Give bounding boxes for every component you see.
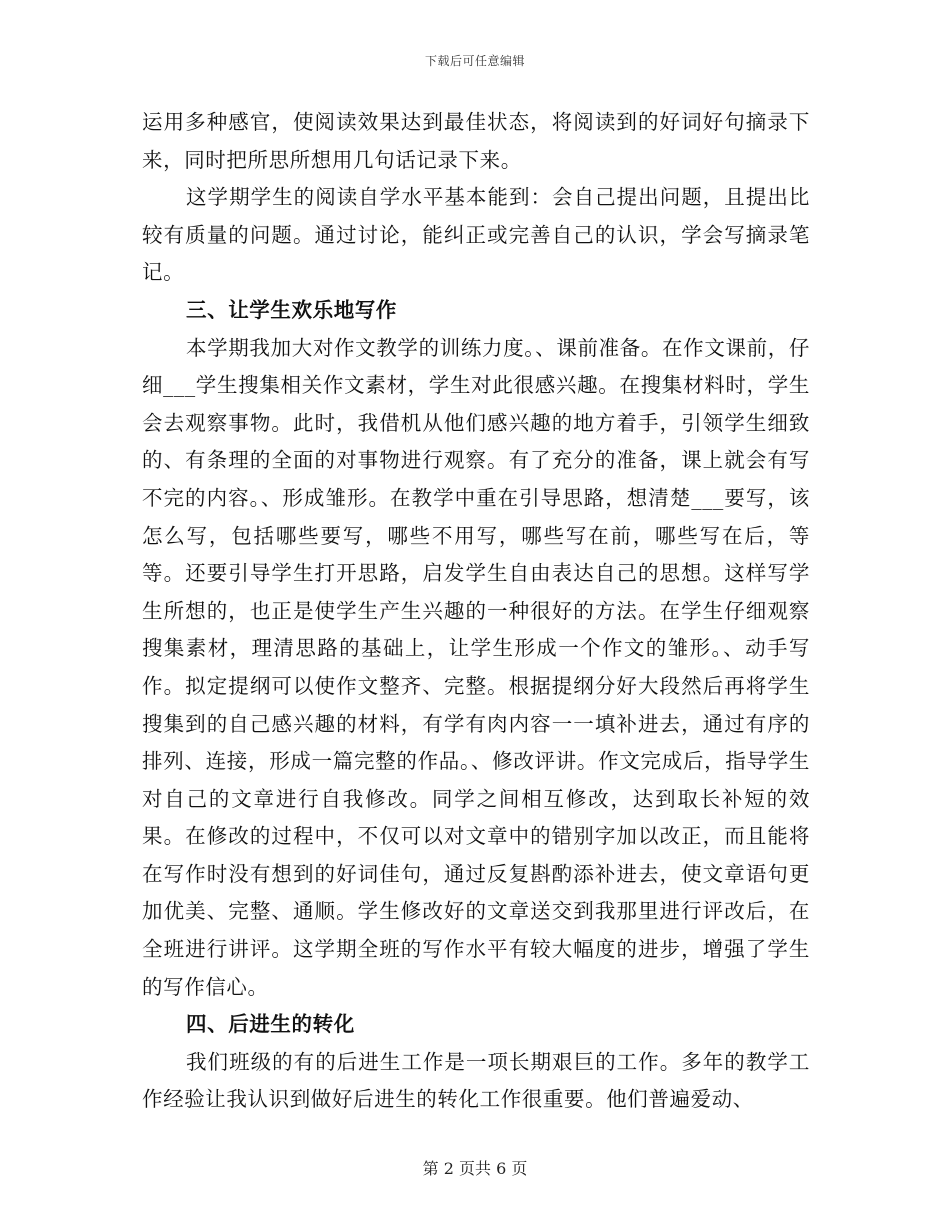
- page-footer: 第 2 页共 6 页: [422, 1159, 528, 1178]
- paragraph-writing-teaching: 本学期我加大对作文教学的训练力度。、课前准备。在作文课前，仔细___学生搜集相关作文素材，学生对此很感兴趣。在搜集材料时，学生会去观察事物。此时，我借机从他们感兴趣的地方着手，引领学生细致的、有条理的全面的对事物进行观察。有了充分的准备，课上就会有写不完的内容。、形成雏形。在教学中重在引导思路，想清楚___要写，该怎么写，包括哪些要写，哪些不用写，哪些写在前，哪些写在后，等等。还要引导学生打开思路，启发学生自由表达自己的思想。这样写学生所想的，也正是使学生产生兴趣的一种很好的方法。在学生仔细观察搜集素材，理清思路的基础上，让学生形成一个作文的雏形。、动手写作。拟定提纲可以使作文整齐、完整。根据提纲分好大段然后再将学生搜集到的自己感兴趣的材料，有学有肉内容一一填补进去，通过有序的排列、连接，形成一篇完整的作品。、修改评讲。作文完成后，指导学生对自己的文章进行自我修改。同学之间相互修改，达到取长补短的效果。在修改的过程中，不仅可以对文章中的错别字加以改正，而且能将在写作时没有想到的好词佳句，通过反复斟酌添补进去，使文章语句更加优美、完整、通顺。学生修改好的文章送交到我那里进行评改后，在全班进行讲评。这学期全班的写作水平有较大幅度的进步，增强了学生的写作信心。: [142, 335, 810, 999]
- section-heading-underachievers: 四、后进生的转化: [186, 1012, 355, 1037]
- paragraph-reading-level: 这学期学生的阅读自学水平基本能到：会自己提出问题，且提出比较有质量的问题。通过讨论，能纠正或完善自己的认识，学会写摘录笔记。: [142, 185, 810, 285]
- paragraph-continued: 运用多种感官，使阅读效果达到最佳状态，将阅读到的好词好句摘录下来，同时把所思所想用几句话记录下来。: [142, 110, 810, 172]
- document-body: [142, 104, 810, 1119]
- page-header: 下载后可任意编辑: [424, 54, 525, 68]
- paragraph-underachievers: 我们班级的有的后进生工作是一项长期艰巨的工作。多年的教学工作经验让我认识到做好后进生的转化工作很重要。他们普遍爱动、: [142, 1049, 810, 1112]
- section-heading-writing: 三、让学生欢乐地写作: [186, 297, 397, 322]
